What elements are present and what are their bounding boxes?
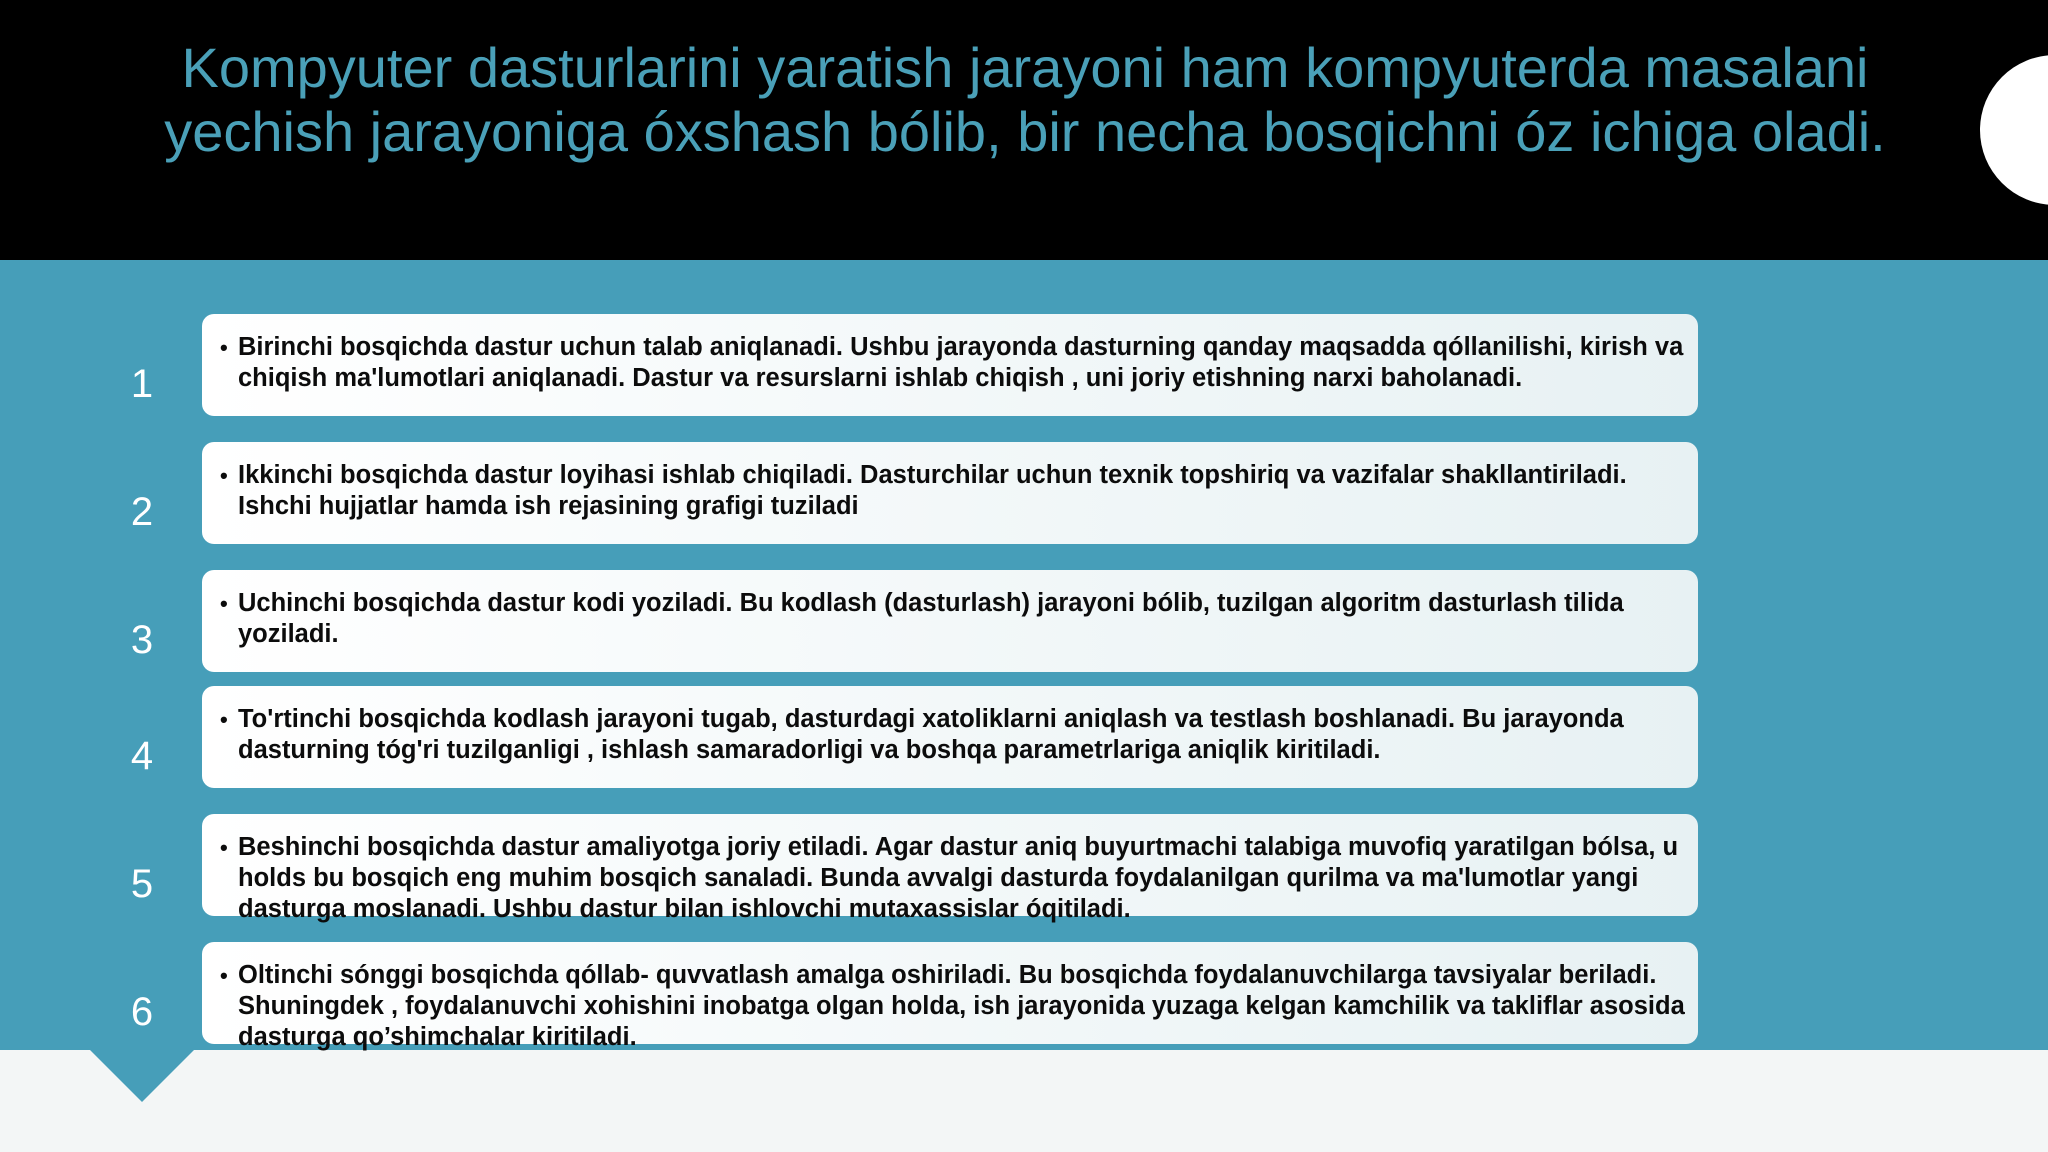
bullet-icon: • (220, 463, 228, 488)
step-text (220, 332, 1688, 394)
step-number: 1 (130, 362, 154, 406)
step-item-4 (0, 686, 2048, 788)
step-box (202, 814, 1698, 923)
step-item-1 (0, 314, 2048, 416)
step-box (202, 442, 1698, 544)
step-description: Uchinchi bosqichda dastur kodi yoziladi. Bu kodlash (dasturlash) jarayoni bólib, tuzilgan algoritm dasturlash tilida yoziladi. (238, 589, 1624, 648)
step-text (220, 460, 1688, 522)
step-box (202, 314, 1698, 416)
bullet-icon: • (220, 591, 228, 616)
bullet-icon: • (220, 835, 228, 860)
step-box (202, 570, 1698, 672)
step-description: To'rtinchi bosqichda kodlash jarayoni tugab, dasturdagi xatoliklarni aniqlash va testlash boshlanadi. Bu jarayonda dasturning tóg'ri tuzilganligi , ishlash samaradorligi va boshqa parametrlariga aniqlik kiritiladi. (238, 705, 1624, 764)
step-description: Ikkinchi bosqichda dastur loyihasi ishlab chiqiladi. Dasturchilar uchun texnik topshiriq va vazifalar shakllantiriladi. Ishchi hujjatlar hamda ish rejasining grafigi tuziladi (238, 461, 1627, 520)
bullet-icon: • (220, 707, 228, 732)
step-item-5 (0, 814, 2048, 923)
step-number: 5 (130, 862, 154, 906)
slide-title: Kompyuter dasturlarini yaratish jarayoni ham kompyuterda masalani yechish jarayoniga óxshash bólib, bir necha bosqichni óz ichiga oladi. (164, 36, 1886, 163)
step-number: 6 (130, 990, 154, 1034)
step-text (220, 960, 1688, 1053)
step-text (220, 832, 1688, 925)
step-text (220, 704, 1688, 766)
step-number: 2 (130, 490, 154, 534)
step-item-2 (0, 442, 2048, 544)
step-description: Oltinchi sónggi bosqichda qóllab- quvvatlash amalga oshiriladi. Bu bosqichda foydalanuvchilarga tavsiyalar beriladi. Shuningdek , foydalanuvchi xohishini inobatga olgan holda, ish jarayonida yuzaga kelgan kamchilik va takliflar asosida dasturga qo’shimchalar kiritiladi. (238, 961, 1685, 1051)
step-item-6 (0, 942, 2048, 1051)
step-description: Birinchi bosqichda dastur uchun talab aniqlanadi. Ushbu jarayonda dasturning qanday maqsadda qóllanilishi, kirish va chiqish ma'lumotlari aniqlanadi. Dastur va resurslarni ishlab chiqish , uni joriy etishning narxi baholanadi. (238, 333, 1684, 392)
decorative-notch (90, 1050, 194, 1102)
step-box (202, 686, 1698, 788)
step-box (202, 942, 1698, 1051)
step-text (220, 588, 1688, 650)
step-item-3 (0, 570, 2048, 672)
bullet-icon: • (220, 335, 228, 360)
step-number: 3 (130, 618, 154, 662)
step-description: Beshinchi bosqichda dastur amaliyotga joriy etiladi. Agar dastur aniq buyurtmachi talabiga muvofiq yaratilgan bólsa, u holds bu bosqich eng muhim bosqich sanaladi. Bunda avvalgi dasturda foydalanilgan qurilma va ma'lumotlar yangi dasturga moslanadi. Ushbu dastur bilan ishlovchi mutaxassislar óqitiladi. (238, 833, 1679, 923)
bullet-icon: • (220, 963, 228, 988)
step-number: 4 (130, 734, 154, 778)
